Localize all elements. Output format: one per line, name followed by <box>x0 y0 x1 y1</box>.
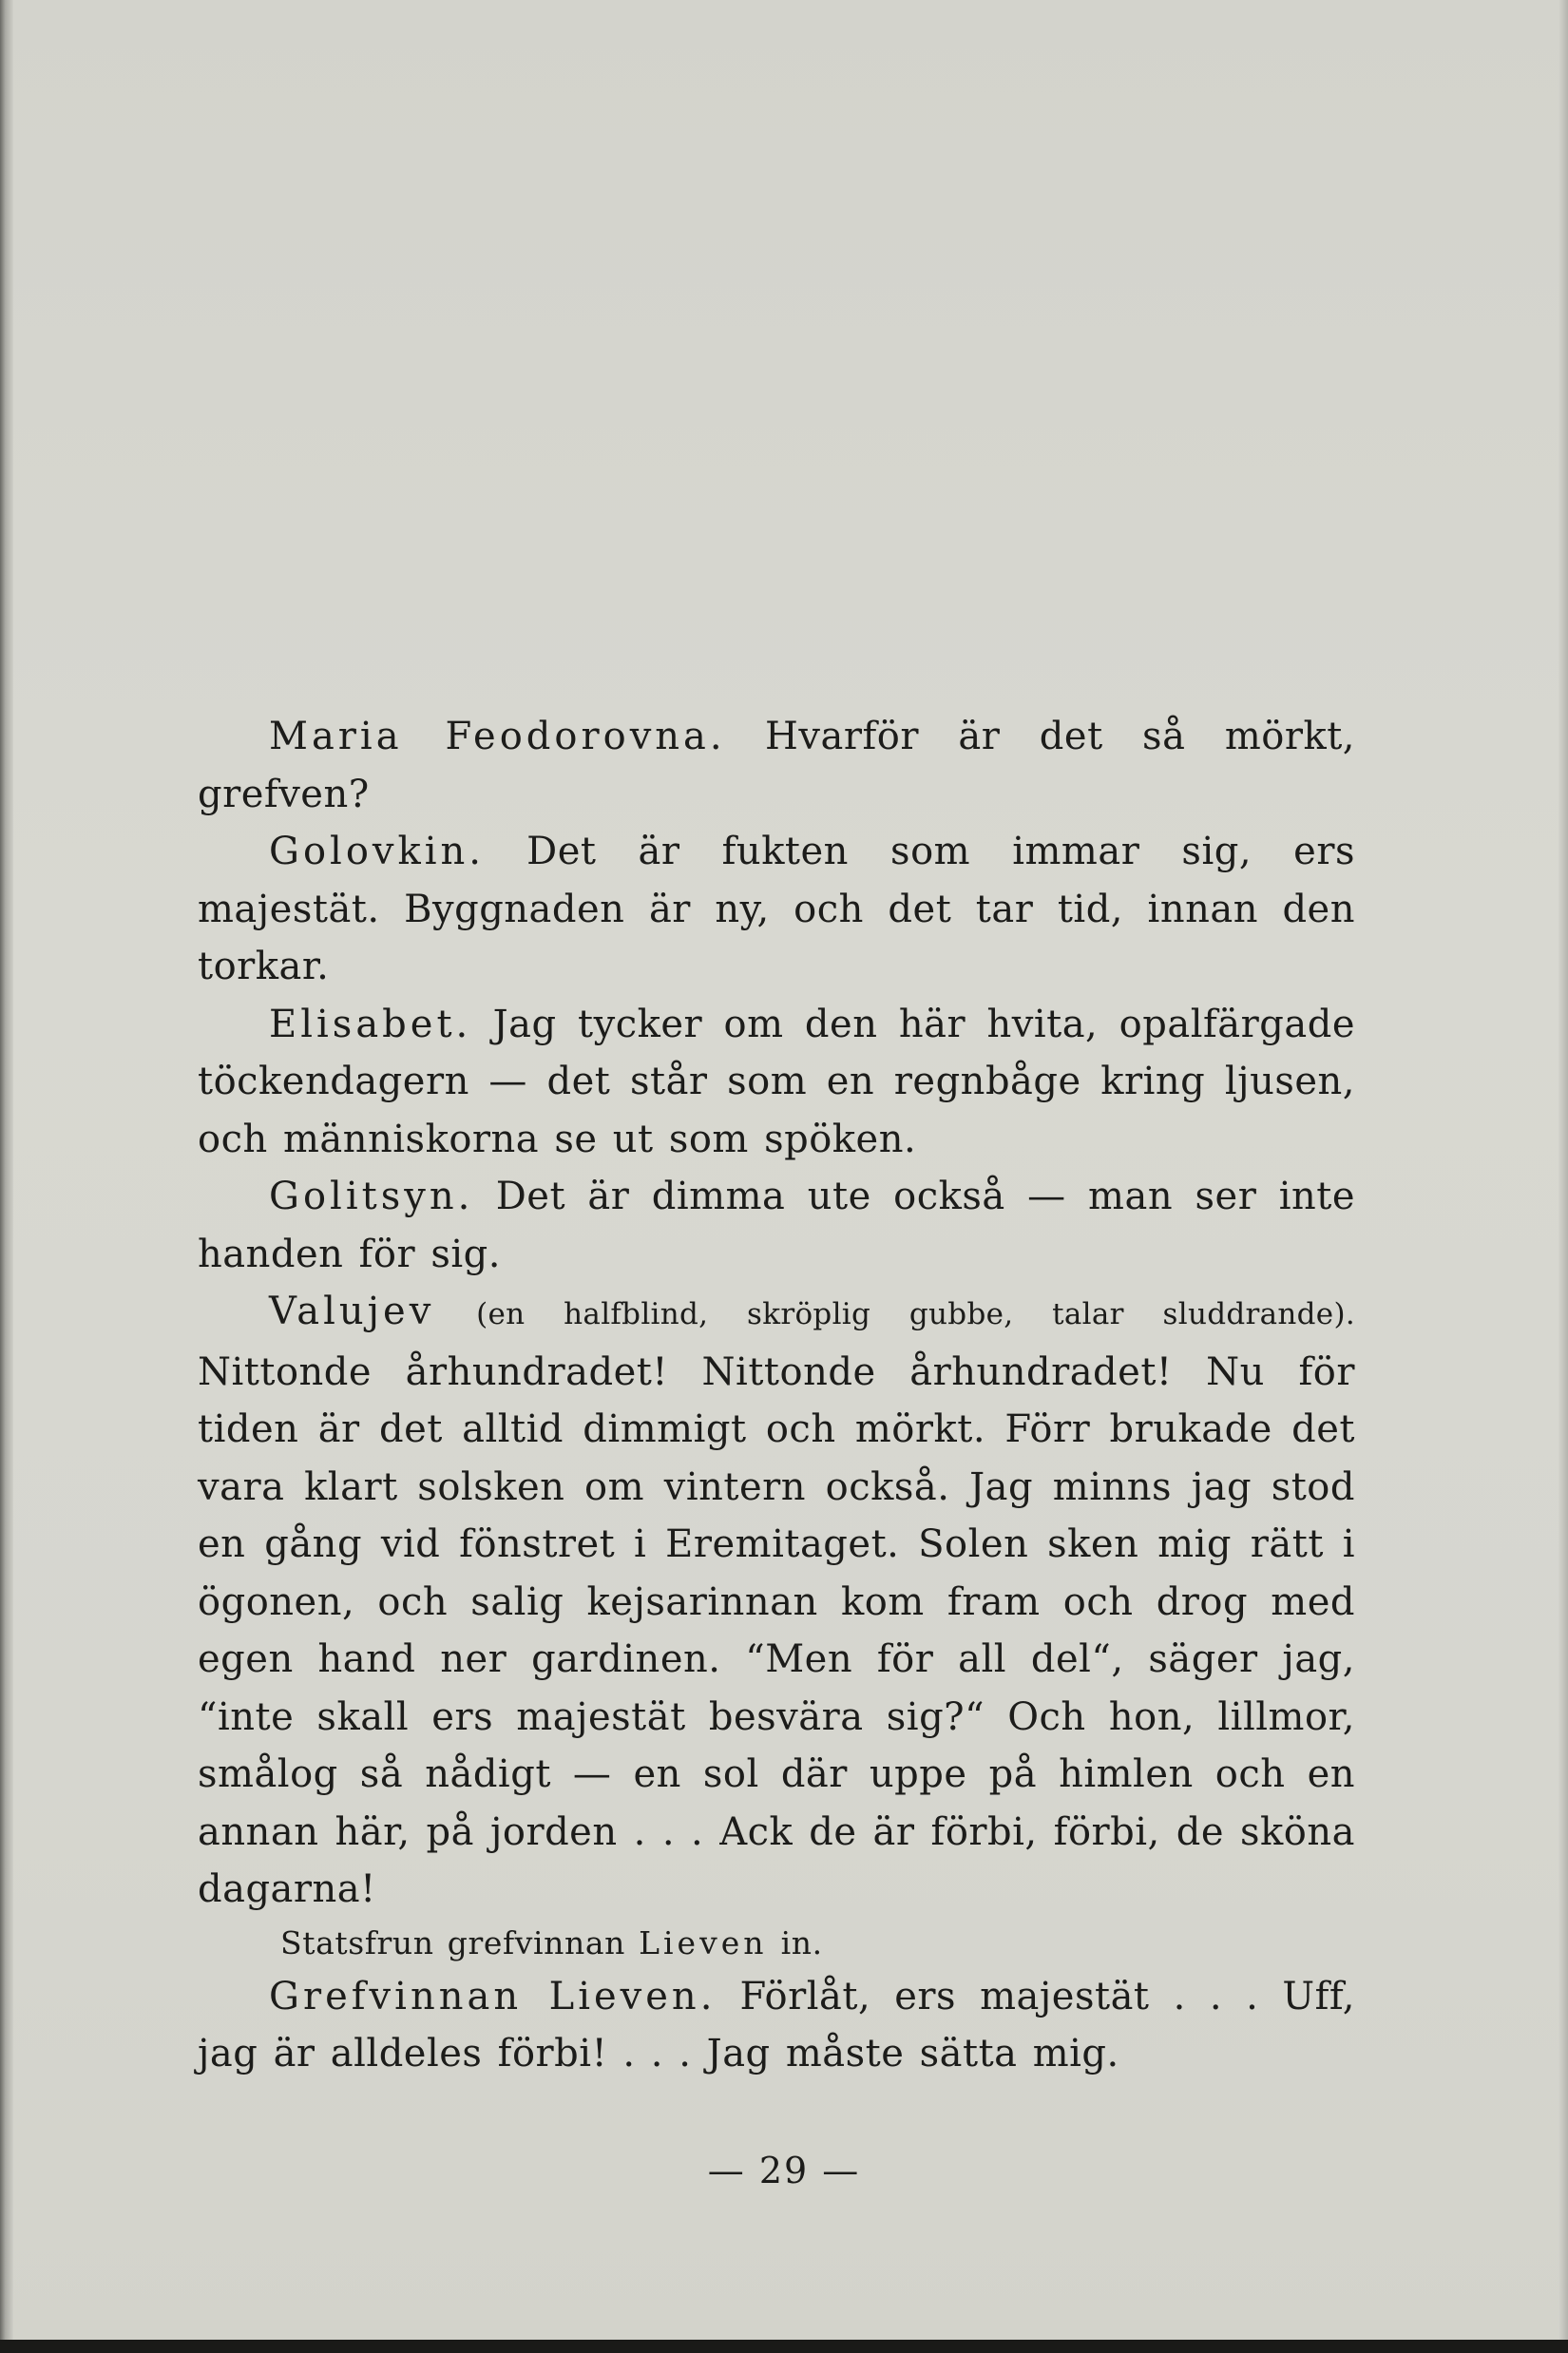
stage-direction-suffix: in. <box>780 1923 823 1961</box>
speaker-name: Golovkin. <box>269 830 486 873</box>
page-number: — 29 — <box>707 2150 861 2191</box>
dialogue-text: Förlåt, ers majestät . . . Uff, jag är alldeles förbi! . . . Jag måste sätta mig. <box>198 1974 1356 2076</box>
paragraph-maria-feodorovna <box>198 708 1355 823</box>
speaker-name: Maria Feodorovna. <box>269 715 726 758</box>
speaker-name: Valujev <box>269 1290 435 1333</box>
dialogue-text: Det är fukten som immar sig, ers majestät. Byggnaden är ny, och det tar tid, innan den torkar. <box>198 830 1355 988</box>
stage-direction-prefix: Statsfrun grefvinnan <box>280 1923 625 1961</box>
stage-direction-inline: (en halfblind, skröplig gubbe, talar sluddrande). <box>476 1297 1356 1331</box>
dialogue-text: Hvarför är det så mörkt, grefven? <box>198 715 1356 816</box>
stage-direction <box>198 1919 1355 1968</box>
page-text <box>198 708 1355 2083</box>
dialogue-text: Jag tycker om den här hvita, opalfärgade töckendagern — det står som en regnbåge kring ljusen, och människorna se ut som spöken. <box>198 1002 1355 1161</box>
speaker-name: Elisabet. <box>269 1002 472 1046</box>
stage-direction-name: Lieven <box>639 1923 768 1961</box>
speaker-name: Grefvinnan Lieven. <box>269 1974 717 2018</box>
paragraph-grefvinnan-lieven <box>198 1968 1355 2083</box>
dialogue-text: Det är dimma ute också — man ser inte handen för sig. <box>198 1175 1356 1276</box>
speaker-name: Golitsyn. <box>269 1175 474 1218</box>
paragraph-elisabet <box>198 996 1355 1169</box>
dialogue-text: Nittonde århundradet! Nittonde århundradet! Nu för tiden är det alltid dimmigt och mörkt. Förr brukade det vara klart solsken om vintern också. Jag minns jag stod en gång vid fönstret i Eremitaget. Solen sken mig rätt i ögonen, och salig kejsarinnan kom fram och drog med egen hand ner gardinen. “Men för all del“, säger jag, “inte skall ers majestät besvära sig?“ Och hon, lillmor, smålog så nådigt — en sol där uppe på himlen och en annan här, på jorden . . . Ack de är förbi, förbi, de sköna dagarna! <box>198 1349 1355 1911</box>
paragraph-golovkin <box>198 823 1355 996</box>
paragraph-golitsyn <box>198 1168 1355 1283</box>
page-bottom-edge <box>0 2340 1568 2353</box>
paragraph-valujev <box>198 1283 1355 1919</box>
